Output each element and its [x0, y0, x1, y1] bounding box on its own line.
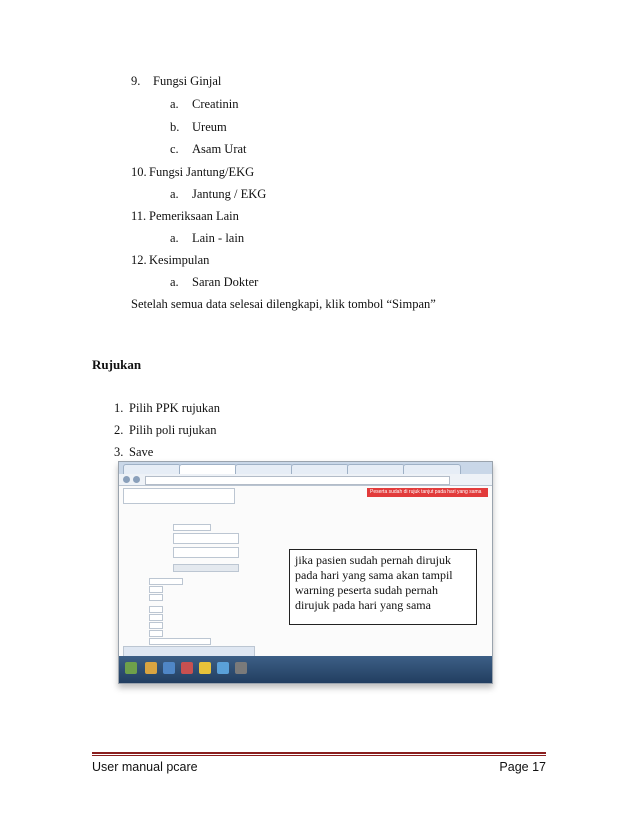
- app-icon: [163, 662, 175, 674]
- form-field: [173, 547, 239, 558]
- form-field: [149, 606, 163, 613]
- form-field: [149, 578, 183, 585]
- footer-title: User manual pcare: [92, 760, 198, 774]
- form-field: [173, 564, 239, 572]
- rujukan-step-1: 1. Pilih PPK rujukan: [114, 401, 220, 415]
- form-field: [149, 622, 163, 629]
- step-9a: a. Creatinin: [170, 97, 239, 111]
- app-icon: [235, 662, 247, 674]
- form-field: [149, 586, 163, 593]
- step-10: 10. Fungsi Jantung/EKG: [131, 165, 255, 179]
- form-field: [173, 524, 211, 531]
- step-12a: a. Saran Dokter: [170, 275, 259, 289]
- step-9: 9. Fungsi Ginjal: [131, 74, 222, 88]
- form-field: [149, 594, 163, 601]
- warning-banner: Peserta sudah di rujuk tanjut pada hari yang sama: [367, 488, 488, 497]
- form-field: [149, 638, 211, 645]
- patient-info-box: [123, 488, 235, 504]
- explorer-icon: [145, 662, 157, 674]
- step-11: 11. Pemeriksaan Lain: [131, 209, 239, 223]
- step-10a: a. Jantung / EKG: [170, 187, 267, 201]
- start-icon: [125, 662, 137, 674]
- closing-instruction: Setelah semua data selesai dilengkapi, klik tombol “Simpan”: [131, 297, 436, 311]
- back-icon: [123, 476, 130, 483]
- form-field: [149, 614, 163, 621]
- rujukan-step-2: 2. Pilih poli rujukan: [114, 423, 217, 437]
- app-icon: [217, 662, 229, 674]
- windows-taskbar: [119, 656, 492, 683]
- step-9c: c. Asam Urat: [170, 142, 247, 156]
- browser-address-bar: [119, 474, 492, 486]
- footer-rule: [92, 752, 546, 754]
- chrome-icon: [199, 662, 211, 674]
- step-11a: a. Lain - lain: [170, 231, 245, 245]
- step-12: 12. Kesimpulan: [131, 253, 210, 267]
- url-field: [145, 476, 450, 485]
- section-heading-rujukan: Rujukan: [92, 357, 142, 372]
- forward-icon: [133, 476, 140, 483]
- browser-tab-bar: [119, 462, 492, 474]
- rujukan-step-3: 3. Save: [114, 445, 154, 459]
- page-number: Page 17: [499, 760, 546, 774]
- step-9b: b. Ureum: [170, 120, 227, 134]
- warning-callout-note: jika pasien sudah pernah dirujuk pada hari yang sama akan tampil warning peserta sudah pernah dirujuk pada hari yang sama: [289, 549, 477, 625]
- form-field: [173, 533, 239, 544]
- footer-rule-thin: [92, 755, 546, 756]
- app-icon: [181, 662, 193, 674]
- form-field: [149, 630, 163, 637]
